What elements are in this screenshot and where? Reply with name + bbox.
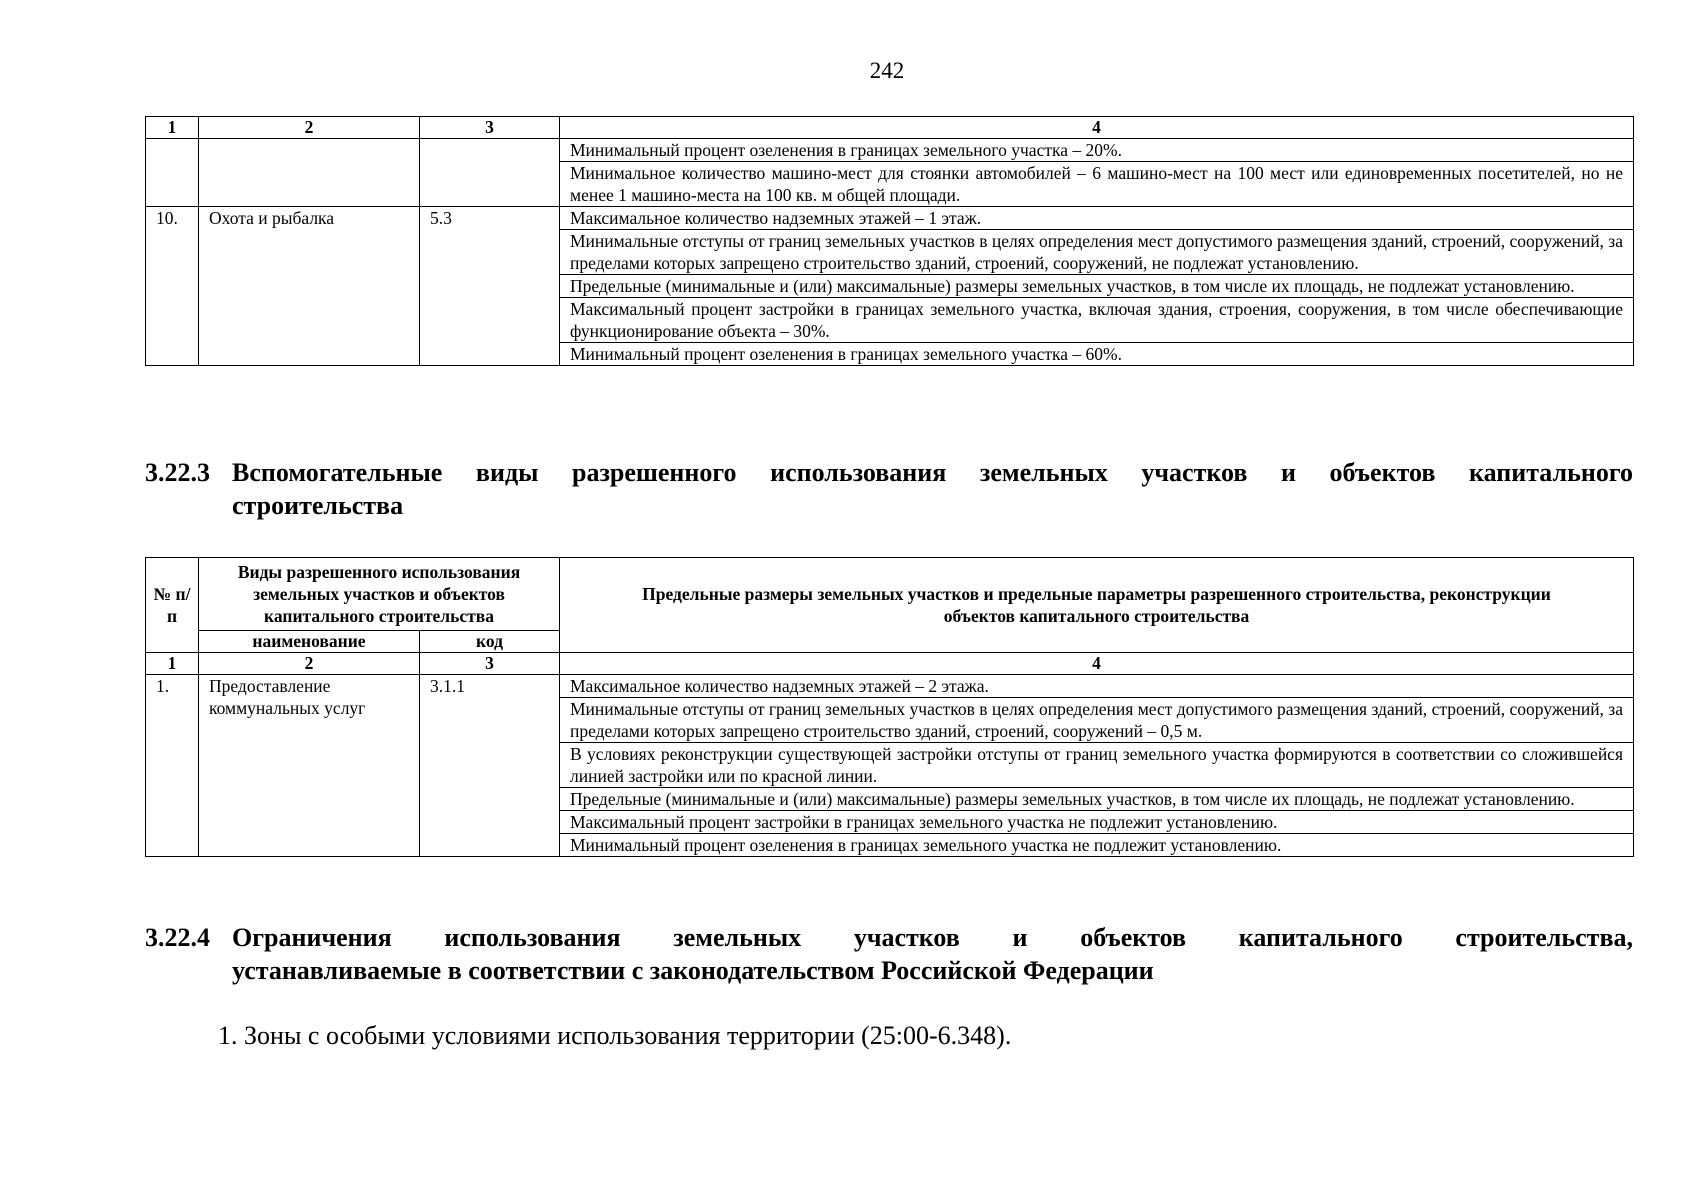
section-number: 3.22.3 [145, 458, 210, 487]
parameter-cell: Предельные (минимальные и (или) максимальные) размеры земельных участков, в том числе их площадь, не подлежат установлению. [560, 788, 1634, 811]
parameter-cell: Минимальное количество машино-мест для стоянки автомобилей – 6 машино-мест на 100 мест или единовременных посетителей, но не менее 1 машино-места на 100 кв. м общей площади. [560, 162, 1634, 207]
header-name: наименование [199, 631, 420, 653]
name-cell [199, 139, 420, 207]
section-number: 3.22.4 [145, 923, 210, 952]
table-auxiliary-uses [145, 557, 1634, 857]
table-row [146, 207, 1634, 230]
parameter-cell: В условиях реконструкции существующей застройки отступы от границ земельного участка формируются в соответствии со сложившейся линией застройки или по красной линии. [560, 743, 1634, 788]
number-cell: 10. [146, 207, 199, 366]
parameter-cell: Минимальные отступы от границ земельных участков в целях определения мест допустимого размещения зданий, строений, сооружений, за пределами которых запрещено строительство зданий, строений, сооружений – 0,5 м. [560, 698, 1634, 743]
number-cell [146, 139, 199, 207]
parameter-cell: Минимальный процент озеленения в границах земельного участка не подлежит установлению. [560, 834, 1634, 857]
parameter-cell: Максимальный процент застройки в границах земельного участка не подлежит установлению. [560, 811, 1634, 834]
column-number-row [146, 653, 1634, 675]
parameter-cell: Минимальные отступы от границ земельных участков в целях определения мест допустимого размещения зданий, строений, сооружений, за пределами которых запрещено строительство зданий, строений, сооружений, не подлежат установлению. [560, 230, 1634, 275]
column-number: 2 [199, 117, 420, 139]
column-number: 1 [146, 117, 199, 139]
column-number: 3 [420, 653, 560, 675]
parameter-cell: Максимальное количество надземных этажей – 2 этажа. [560, 675, 1634, 698]
parameter-cell: Максимальное количество надземных этажей – 1 этаж. [560, 207, 1634, 230]
column-number: 3 [420, 117, 560, 139]
code-cell [420, 139, 560, 207]
section-heading-3223 [145, 456, 1633, 522]
parameter-cell: Максимальный процент застройки в границах земельного участка, включая здания, строения, сооружения, в том числе обеспечивающие функционирование объекта – 30%. [560, 298, 1634, 343]
parameter-cell: Предельные (минимальные и (или) максимальные) размеры земельных участков, в том числе их площадь, не подлежат установлению. [560, 275, 1634, 298]
section-title-line: Ограничения использования земельных участков и объектов капитального строительства, [232, 923, 1633, 952]
list-item: 1. Зоны с особыми условиями использования территории (25:00-6.348). [218, 1021, 1012, 1050]
header-params: Предельные размеры земельных участков и предельные параметры разрешенного строительства, реконструкции объектов капитального строительства [560, 558, 1634, 653]
code-cell: 5.3 [420, 207, 560, 366]
name-cell: Предоставление коммунальных услуг [199, 675, 420, 857]
column-number: 2 [199, 653, 420, 675]
number-cell: 1. [146, 675, 199, 857]
parameter-cell: Минимальный процент озеленения в границах земельного участка – 60%. [560, 343, 1634, 366]
table-main-uses-continuation [145, 116, 1634, 366]
section-title-line: Вспомогательные виды разрешенного использования земельных участков и объектов капитального [232, 458, 1633, 487]
section-title-line: устанавливаемые в соответствии с законодательством Российской Федерации [232, 956, 1154, 985]
header-kinds: Виды разрешенного использования земельных участков и объектов капитального строительства [199, 558, 560, 631]
name-cell: Охота и рыбалка [199, 207, 420, 366]
table-row [146, 139, 1634, 162]
column-number-row [146, 117, 1634, 139]
table-row [146, 675, 1634, 698]
header-number: № п/п [146, 558, 199, 653]
column-number: 1 [146, 653, 199, 675]
table-header-row [146, 558, 1634, 631]
code-cell: 3.1.1 [420, 675, 560, 857]
column-number: 4 [560, 117, 1634, 139]
header-code: код [420, 631, 560, 653]
section-heading-3224 [145, 921, 1633, 987]
parameter-cell: Минимальный процент озеленения в границах земельного участка – 20%. [560, 139, 1634, 162]
section-title-line: строительства [232, 491, 404, 520]
page-number: 242 [869, 58, 905, 83]
column-number: 4 [560, 653, 1634, 675]
